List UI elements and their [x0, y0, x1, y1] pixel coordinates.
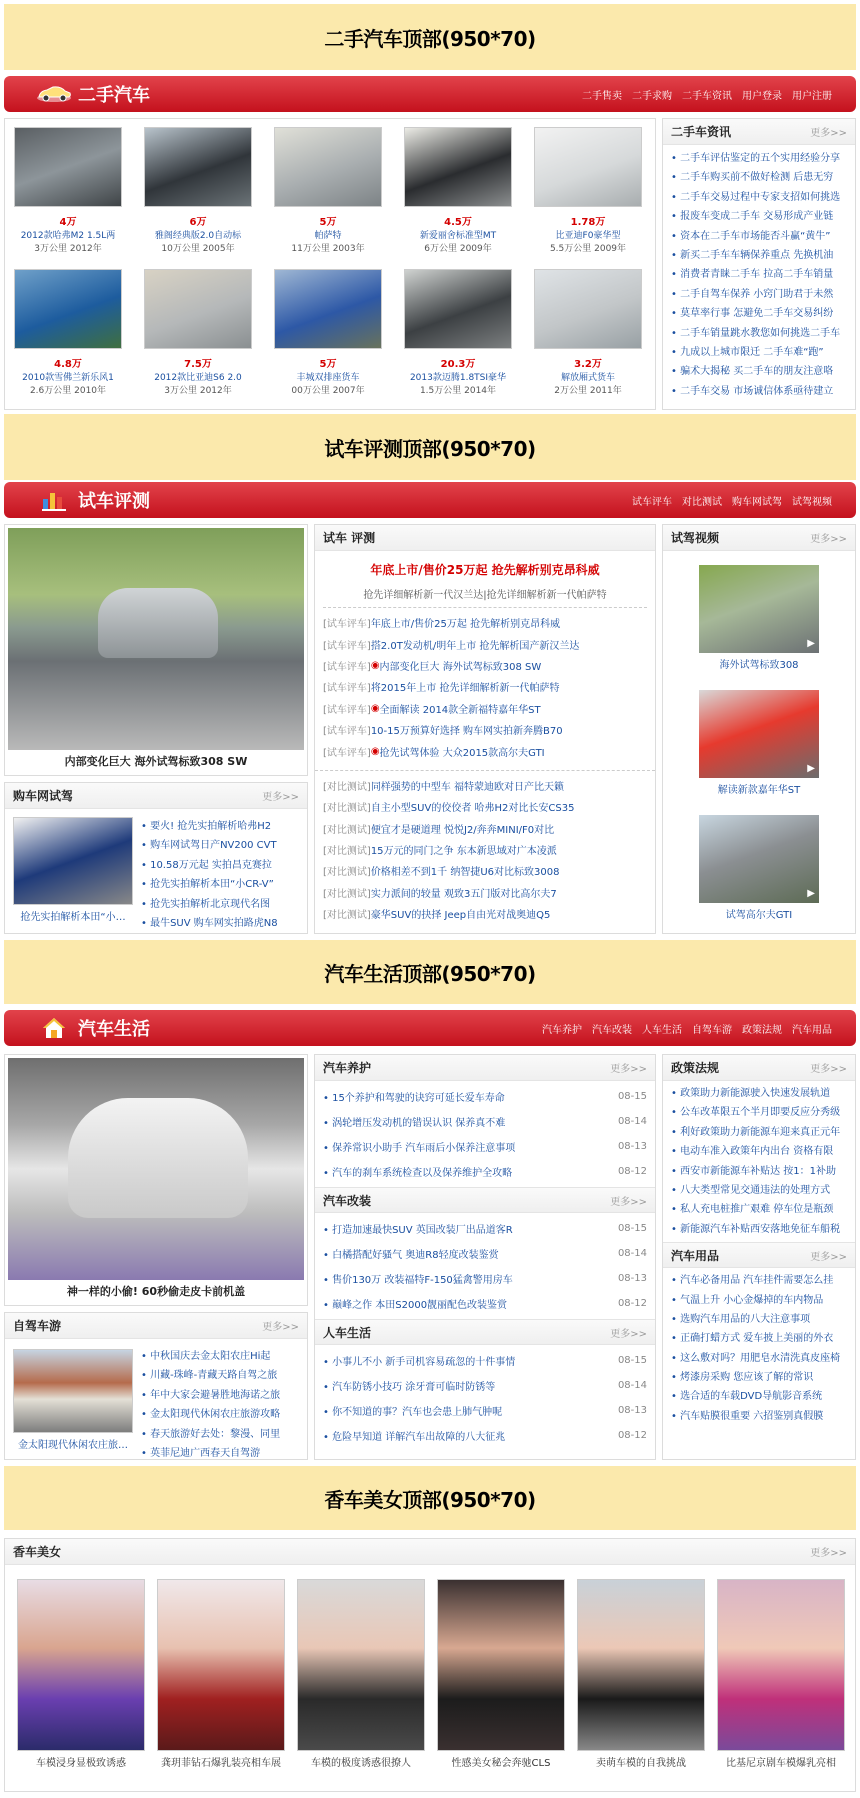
- list-item[interactable]: • 莫草率行事 怎避免二手车交易纠纷: [671, 308, 834, 320]
- feature-review[interactable]: [4, 524, 308, 776]
- thumb-card[interactable]: [13, 817, 133, 923]
- car-price: 6万: [189, 217, 207, 228]
- car-photo[interactable]: [534, 127, 642, 207]
- more-link[interactable]: 更多>>: [810, 1064, 847, 1075]
- list-item[interactable]: • 二手车交易过程中专家支招如何挑选: [671, 191, 841, 203]
- list-item[interactable]: • 最牛SUV 购车网实拍路虎N8: [141, 917, 278, 929]
- car-name[interactable]: 2012款哈弗M2 1.5L两: [20, 231, 116, 241]
- list-item[interactable]: • 八大类型常见交通违法的处理方式: [671, 1184, 831, 1196]
- list-item[interactable]: • 这么敷对吗？用肥皂水清洗真皮座椅: [671, 1352, 841, 1364]
- car-spec: 2万公里 2011年: [554, 386, 622, 396]
- ad-text: 试车评测顶部(950*70): [324, 436, 536, 461]
- video-thumb[interactable]: [699, 565, 819, 653]
- gallery-card[interactable]: [577, 1579, 705, 1769]
- car-name[interactable]: 丰城双排座货车: [296, 373, 360, 383]
- used-car-news: [662, 118, 856, 410]
- list-item[interactable]: • 私人充电桩推广艰难 停车位是瓶颈: [671, 1204, 834, 1216]
- list-item[interactable]: • 汽车必备用品 汽车挂件需要怎么挂: [671, 1275, 834, 1287]
- car-name[interactable]: 雅阁经典版2.0自动标: [154, 231, 242, 241]
- car-spec: 6万公里 2009年: [424, 244, 492, 254]
- news-list: [663, 1081, 855, 1242]
- car-card[interactable]: [403, 269, 513, 396]
- news-list: [137, 813, 307, 937]
- car-photo[interactable]: [404, 127, 512, 207]
- renche-list: [315, 1345, 655, 1451]
- box-title: 购车网试驾: [13, 789, 74, 803]
- car-card[interactable]: [403, 127, 513, 254]
- nav-link[interactable]: 二手车资讯: [682, 90, 732, 102]
- more-link[interactable]: 更多>>: [262, 792, 299, 803]
- car-price: 7.5万: [184, 359, 212, 370]
- ad-banner-shiche[interactable]: [4, 414, 856, 480]
- table-row[interactable]: [试车评车] 将2015年上市 抢先详细解析新一代帕萨特: [323, 683, 560, 695]
- car-photo[interactable]: [14, 269, 122, 349]
- table-row[interactable]: [试车评车] 年底上市/售价25万起 抢先解析别克昂科威: [323, 619, 561, 631]
- car-spec: 5.5万公里 2009年: [549, 244, 627, 254]
- list-item[interactable]: • 15个养护和驾驶的诀窍可延长爱车寿命 08-15: [323, 1091, 647, 1104]
- list-item[interactable]: • 骗术大揭秘 买二手车的朋友注意咯: [671, 366, 834, 378]
- nav-link[interactable]: 二手售卖: [582, 90, 622, 102]
- box-title: 汽车养护: [323, 1061, 372, 1075]
- news-list: [663, 1268, 855, 1429]
- nav-link[interactable]: 用户登录: [742, 90, 782, 102]
- ad-banner-meinv[interactable]: [4, 1466, 856, 1530]
- thumb-card[interactable]: [13, 1349, 133, 1451]
- table-row[interactable]: [对比测试] 同样强势的中型车 福特蒙迪欧对日产比天籁: [323, 781, 564, 793]
- box-title: 汽车用品: [671, 1248, 720, 1263]
- car-spec: 00万公里 2007年: [291, 386, 365, 396]
- bar-chart-icon: [34, 488, 74, 512]
- table-row[interactable]: [试车评车] ◉ 全面解读 2014款全新福特嘉年华ST: [323, 702, 541, 716]
- thumb-photo[interactable]: [13, 1349, 133, 1433]
- list-item[interactable]: • 保养常识小助手 汽车雨后小保养注意事项 08-13: [323, 1141, 647, 1154]
- life-right: [662, 1054, 856, 1460]
- review-center: [314, 524, 656, 934]
- gallery-caption[interactable]: 卖萌车模的自我挑战: [596, 1758, 686, 1769]
- list-item[interactable]: • 春天旅游好去处：黎漫、同里: [141, 1428, 281, 1440]
- nav-link[interactable]: 人车生活: [642, 1024, 682, 1036]
- nav-link[interactable]: 汽车用品: [792, 1024, 832, 1036]
- ad-banner-shenghuo[interactable]: [4, 940, 856, 1004]
- list-item[interactable]: • 抢先实拍解析本田“小CR-V”: [141, 879, 274, 891]
- list-item[interactable]: • 白橘搭配好骚气 奥迪R8轻度改装鉴赏 08-14: [323, 1248, 647, 1261]
- gallery-card[interactable]: [297, 1579, 425, 1769]
- car-name[interactable]: 新爱丽舍标准型MT: [419, 231, 497, 241]
- car-photo[interactable]: [534, 269, 642, 349]
- gallery-card[interactable]: [437, 1579, 565, 1769]
- list-item[interactable]: • 利好政策助力新能源车迎来真正元年: [671, 1126, 841, 1138]
- play-icon[interactable]: ▶: [807, 763, 815, 774]
- car-price: 5万: [319, 359, 337, 370]
- more-link[interactable]: 更多>>: [610, 1064, 647, 1075]
- car-photo[interactable]: [274, 127, 382, 207]
- list-item[interactable]: • 资本在二手车市场能否斗赢“黄牛”: [671, 230, 831, 242]
- list-item[interactable]: • 购车网试驾日产NV200 CVT: [141, 840, 277, 852]
- list-item[interactable]: • 汽车贴膜很重要 六招鉴别真假膜: [671, 1410, 824, 1422]
- video-box: [662, 524, 856, 934]
- video-card[interactable]: [699, 565, 819, 671]
- gallery-caption[interactable]: 车模的极度诱惑很撩人: [311, 1758, 411, 1769]
- gallery-photo[interactable]: [577, 1579, 705, 1751]
- life-center: [314, 1054, 656, 1460]
- feature-caption[interactable]: 内部变化巨大 海外试驾标致308 SW: [64, 755, 248, 768]
- gallery-caption[interactable]: 车模浸身显极致诱惑: [36, 1758, 126, 1769]
- nav-link[interactable]: 汽车改装: [592, 1024, 632, 1036]
- thumb-caption[interactable]: 抢先实拍解析本田“小…: [20, 912, 126, 923]
- more-link[interactable]: 更多>>: [610, 1328, 647, 1340]
- house-icon: [34, 1016, 74, 1040]
- list-item[interactable]: • 金太阳现代休闲农庄旅游攻略: [141, 1409, 281, 1421]
- table-row[interactable]: [试车评车] 搭2.0T发动机/明年上市 抢先解析国产新汉兰达: [323, 640, 580, 652]
- news-list: [137, 1343, 307, 1467]
- yanghu-list: [315, 1081, 655, 1187]
- list-item[interactable]: • 小事儿不小 新手司机容易疏忽的十件事情 08-15: [323, 1355, 647, 1368]
- car-price: 4万: [59, 217, 77, 228]
- ad-banner-ershou[interactable]: [4, 4, 856, 70]
- car-price: 5万: [319, 217, 337, 228]
- list-item[interactable]: • 售价130万 改装福特F-150猛禽警用房车 08-13: [323, 1273, 647, 1286]
- car-spec: 1.5万公里 2014年: [419, 386, 497, 396]
- list-item[interactable]: • 涡轮增压发动机的错误认识 保养真不难 08-14: [323, 1116, 647, 1129]
- car-card[interactable]: [273, 269, 383, 396]
- gallery-card[interactable]: [717, 1579, 845, 1769]
- box-title: 二手车资讯: [671, 125, 732, 139]
- nav-link[interactable]: 试车评车: [632, 496, 672, 508]
- list-item[interactable]: • 要火! 抢先实拍解析哈弗H2: [141, 821, 272, 832]
- section-title: 汽车生活: [78, 1019, 150, 1040]
- more-link[interactable]: 更多>>: [810, 1251, 847, 1263]
- list-item[interactable]: • 川藏-珠峰-青藏天路自驾之旅: [141, 1370, 278, 1382]
- list-item[interactable]: • 巅峰之作 本田S2000靓丽配色改装鉴赏 08-12: [323, 1298, 647, 1311]
- list-item[interactable]: • 汽车的刹车系统检查以及保养维护全攻略 08-12: [323, 1166, 647, 1179]
- box-title: 人车生活: [323, 1325, 372, 1340]
- car-name[interactable]: 2013款迈腾1.8TSI豪华: [409, 373, 507, 383]
- video-thumb[interactable]: [699, 815, 819, 903]
- list-item[interactable]: • 二手车评估鉴定的五个实用经验分享: [671, 153, 841, 164]
- table-row[interactable]: [试车评车] 10-15万预算好选择 购车网实拍新奔腾B70: [323, 726, 563, 738]
- more-link[interactable]: 更多>>: [810, 128, 847, 139]
- video-caption[interactable]: 海外试驾标致308: [719, 660, 799, 671]
- list-item[interactable]: • 消费者青睐二手车 拉高二手车销量: [671, 269, 834, 281]
- gallery-caption[interactable]: 性感美女秘会奔驰CLS: [451, 1758, 551, 1769]
- section-title: 二手汽车: [78, 85, 150, 106]
- car-card[interactable]: [13, 127, 123, 254]
- nav-link[interactable]: 二手求购: [632, 90, 672, 102]
- ad-text: 香车美女顶部(950*70): [324, 1487, 536, 1512]
- box-title: 政策法规: [671, 1061, 720, 1075]
- car-card[interactable]: [143, 269, 253, 396]
- gallery-caption[interactable]: 比基尼京剧车模爆乳亮相: [726, 1758, 836, 1769]
- gaizhuang-list: [315, 1213, 655, 1319]
- play-icon[interactable]: ▶: [807, 888, 815, 899]
- table-row[interactable]: [对比测试] 豪华SUV的抉择 Jeep自由光对战奥迪Q5: [323, 910, 551, 922]
- car-spec: 2.6万公里 2010年: [29, 386, 107, 396]
- car-spec: 3万公里 2012年: [34, 244, 102, 254]
- list-item[interactable]: • 危险早知道 详解汽车出故障的八大征兆 08-12: [323, 1430, 647, 1443]
- table-row[interactable]: [对比测试] 价格相差不到1千 纳智捷U6对比标致3008: [323, 867, 560, 879]
- section-nav: [582, 87, 832, 102]
- more-link[interactable]: 更多>>: [810, 1548, 847, 1559]
- nav-link[interactable]: 政策法规: [742, 1024, 782, 1036]
- list-item[interactable]: • 公车改革限五个半月即要反应分秀级: [671, 1107, 841, 1119]
- list-item[interactable]: • 西安市新能源车补贴达 按1：1补助: [671, 1165, 836, 1177]
- video-card[interactable]: [699, 815, 819, 921]
- ad-text: 二手汽车顶部(950*70): [324, 26, 536, 51]
- video-caption[interactable]: 试驾高尔夫GTI: [725, 910, 793, 921]
- car-card[interactable]: [13, 269, 123, 396]
- table-row[interactable]: [试车评车] ◉ 抢先试驾体验 大众2015款高尔夫GTI: [323, 745, 545, 759]
- section-bar-ershou: [4, 76, 856, 112]
- ad-text: 汽车生活顶部(950*70): [324, 961, 536, 986]
- box-title: 试驾视频: [671, 531, 720, 545]
- car-name[interactable]: 解放厢式货车: [560, 373, 615, 383]
- box-title: 香车美女: [13, 1545, 62, 1559]
- car-spec: 3万公里 2012年: [164, 386, 232, 396]
- thumb-caption[interactable]: 金太阳现代休闲农庄旅…: [18, 1440, 128, 1451]
- table-row[interactable]: [对比测试] 实力派间的较量 观致3五门版对比高尔夫7: [323, 888, 557, 900]
- section-nav: [542, 1021, 832, 1036]
- video-thumb[interactable]: [699, 690, 819, 778]
- list-item[interactable]: • 二手车交易 市场诚信体系亟待建立: [671, 385, 834, 397]
- sub-headline[interactable]: 抢先详细解析新一代汉兰达|抢先详细解析新一代帕萨特: [323, 586, 647, 608]
- table-row[interactable]: [试车评车] ◉ 内部变化巨大 海外试驾标致308 SW: [323, 659, 542, 673]
- box-title: 汽车改装: [323, 1193, 372, 1208]
- gallery-box: [4, 1538, 856, 1792]
- list-item[interactable]: • 烤漆房采购 您应该了解的常识: [671, 1372, 814, 1384]
- list-item[interactable]: • 选合适的车载DVD导航影音系统: [671, 1391, 823, 1403]
- car-name[interactable]: 比亚迪F0豪华型: [555, 231, 621, 241]
- gallery-photo[interactable]: [717, 1579, 845, 1751]
- car-price: 3.2万: [574, 359, 602, 370]
- car-name[interactable]: 2012款比亚迪S6 2.0: [154, 373, 242, 383]
- nav-link[interactable]: 用户注册: [792, 90, 832, 102]
- car-photo[interactable]: [14, 127, 122, 207]
- list-item[interactable]: • 气温上升 小心金爆掉的车内物品: [671, 1294, 824, 1306]
- list-item[interactable]: • 电动车准入政策年内出台 资格有限: [671, 1146, 834, 1158]
- list-item[interactable]: • 英菲尼迪广西春天自驾游: [141, 1447, 261, 1459]
- table-row[interactable]: [对比测试] 15万元的同门之争 东本新思域对广本凌派: [323, 846, 557, 858]
- gallery-caption[interactable]: 龚玥菲钻石爆乳装亮相车展: [161, 1758, 281, 1769]
- feature-life[interactable]: [4, 1054, 308, 1306]
- car-name[interactable]: 帕萨特: [314, 231, 342, 241]
- nav-link[interactable]: 汽车养护: [542, 1024, 582, 1036]
- play-icon[interactable]: ▶: [807, 638, 815, 649]
- list-item[interactable]: • 打造加速最快SUV 英国改装厂出品道客R 08-15: [323, 1223, 647, 1236]
- gallery-photo[interactable]: [157, 1579, 285, 1751]
- car-photo[interactable]: [144, 269, 252, 349]
- gallery-card[interactable]: [157, 1579, 285, 1769]
- car-price: 1.78万: [570, 217, 606, 228]
- list-item[interactable]: • 政策助力新能源驶入快速发展轨道: [671, 1088, 831, 1099]
- goucheng-box: [4, 782, 308, 934]
- list-item[interactable]: • 新买二手车车辆保养重点 先换机油: [671, 249, 834, 261]
- table-row[interactable]: [对比测试] 便宜才是硬道理 悦悦J2/奔奔MINI/F0对比: [323, 824, 555, 836]
- car-photo[interactable]: [404, 269, 512, 349]
- list-item[interactable]: • 选购汽车用品的八大注意事项: [671, 1313, 811, 1325]
- car-card[interactable]: [533, 269, 643, 396]
- list-item[interactable]: • 报废车变成二手车 交易形成产业链: [671, 211, 834, 223]
- list-item[interactable]: • 抢先实拍解析北京现代名图: [141, 898, 271, 910]
- video-caption[interactable]: 解读新款嘉年华ST: [717, 785, 801, 796]
- car-spec: 11万公里 2003年: [291, 244, 365, 254]
- list-item[interactable]: • 年中大家会避暑胜地海诺之旅: [141, 1389, 281, 1401]
- car-card[interactable]: [273, 127, 383, 254]
- car-price: 4.8万: [54, 359, 82, 370]
- gallery-card[interactable]: [17, 1579, 145, 1769]
- car-icon: [34, 82, 74, 106]
- nav-link[interactable]: 自驾车游: [692, 1024, 732, 1036]
- nav-link[interactable]: 对比测试: [682, 496, 722, 508]
- thumb-photo[interactable]: [13, 817, 133, 905]
- feature-photo[interactable]: [8, 528, 304, 750]
- zijia-box: [4, 1312, 308, 1460]
- car-price: 4.5万: [444, 217, 472, 228]
- list-item[interactable]: • 二手自驾车保养 小窍门助君于未然: [671, 288, 834, 300]
- car-price: 20.3万: [440, 359, 476, 370]
- video-card[interactable]: [699, 690, 819, 796]
- list-item[interactable]: • 正确打蜡方式 爱车披上美丽的外衣: [671, 1333, 834, 1345]
- more-link[interactable]: 更多>>: [810, 534, 847, 545]
- list-item[interactable]: • 九成以上城市限迁 二手车难“跑”: [671, 346, 824, 358]
- news-list: [663, 145, 855, 405]
- section-bar-shenghuo: [4, 1010, 856, 1046]
- box-title: 试车 评测: [323, 531, 376, 545]
- list-item[interactable]: • 新能源汽车补贴西安落地免征车船税: [671, 1223, 841, 1235]
- list-item[interactable]: • 中秋国庆去金太阳农庄Hi起: [141, 1351, 271, 1362]
- car-photo[interactable]: [144, 127, 252, 207]
- nav-link[interactable]: 试驾视频: [792, 496, 832, 508]
- section-title: 试车评测: [78, 491, 150, 512]
- headline[interactable]: 年底上市/售价25万起 抢先解析别克昂科威: [370, 563, 600, 577]
- more-link[interactable]: 更多>>: [262, 1322, 299, 1333]
- section-nav: [632, 493, 832, 508]
- feature-photo[interactable]: [8, 1058, 304, 1280]
- review-group-1: [315, 612, 655, 762]
- car-card[interactable]: [533, 127, 643, 254]
- table-row[interactable]: [对比测试] 自主小型SUV的佼佼者 哈弗H2对比长安CS35: [323, 803, 575, 815]
- section-bar-shiche: [4, 482, 856, 518]
- list-item[interactable]: • 汽车防锈小技巧 涂牙膏可临时防锈等 08-14: [323, 1380, 647, 1393]
- car-spec: 10万公里 2005年: [161, 244, 235, 254]
- used-car-grid: [4, 118, 656, 410]
- gallery-photo[interactable]: [437, 1579, 565, 1751]
- car-name[interactable]: 2010款雪佛兰新乐风1: [22, 373, 114, 383]
- list-item[interactable]: • 你不知道的事？汽车也会患上肺气肿呢 08-13: [323, 1405, 647, 1418]
- nav-link[interactable]: 购车网试驾: [732, 496, 782, 508]
- car-photo[interactable]: [274, 269, 382, 349]
- car-card[interactable]: [143, 127, 253, 254]
- gallery-photo[interactable]: [297, 1579, 425, 1751]
- more-link[interactable]: 更多>>: [610, 1196, 647, 1208]
- list-item[interactable]: • 二手车销量跳水教您如何挑选二手车: [671, 327, 841, 339]
- gallery-photo[interactable]: [17, 1579, 145, 1751]
- review-group-2: [315, 770, 655, 925]
- box-title: 自驾车游: [13, 1319, 62, 1333]
- list-item[interactable]: • 10.58万元起 实拍昌克赛拉: [141, 859, 272, 871]
- feature-caption[interactable]: 神一样的小偷! 60秒偷走皮卡前机盖: [66, 1285, 246, 1298]
- list-item[interactable]: • 二手车购买前不做好检测 后患无穷: [671, 172, 834, 184]
